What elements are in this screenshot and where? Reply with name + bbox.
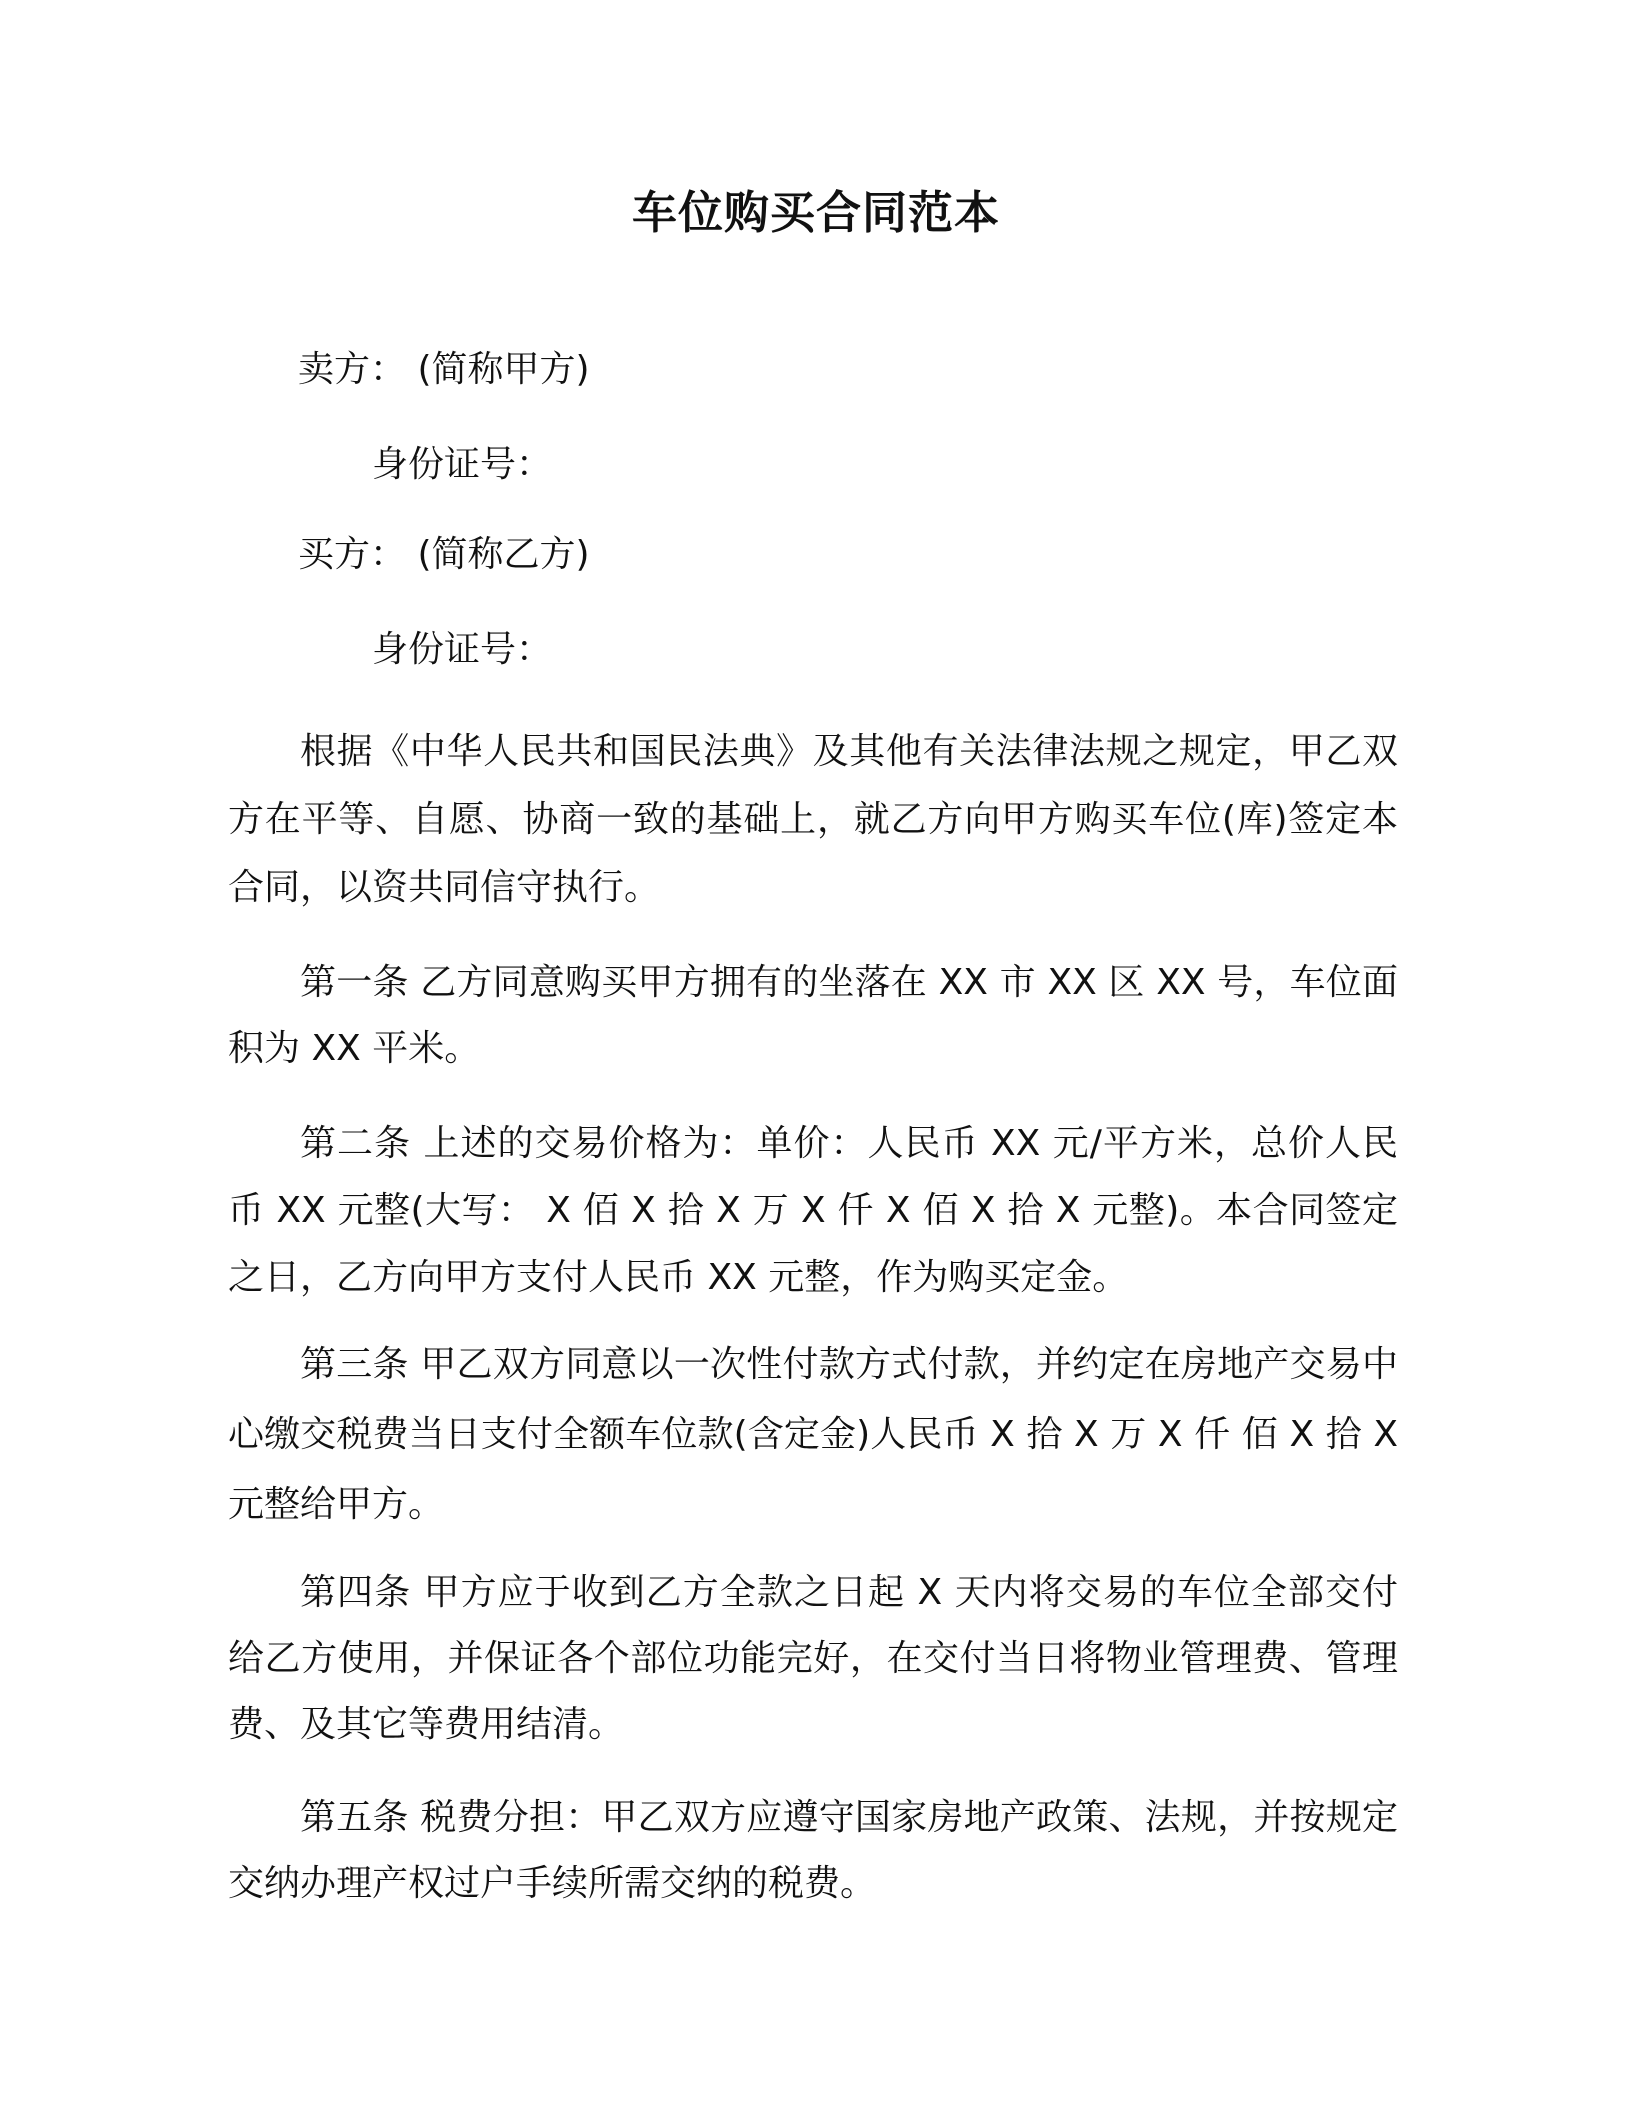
intro-paragraph: 根据《中华人民共和国民法典》及其他有关法律法规之规定，甲乙双方在平等、自愿、协商一致的基础上，就乙方向甲方购买车位(库)签定本合同，以资共同信守执行。	[228, 731, 1398, 908]
article-2: 第二条 上述的交易价格为：单价：人民币 XX 元/平方米，总价人民币 XX 元整(大写： X 佰 X 拾 X 万 X 仟 X 佰 X 拾 X 元整)。本合同签定之日，乙方向甲方支付人民币 XX 元整，作为购买定金。	[228, 1123, 1398, 1298]
article-5: 第五条 税费分担：甲乙双方应遵守国家房地产政策、法规，并按规定交纳办理产权过户手续所需交纳的税费。	[228, 1797, 1398, 1904]
article-1: 第一条 乙方同意购买甲方拥有的坐落在 XX 市 XX 区 XX 号，车位面积为 XX 平米。	[228, 962, 1398, 1069]
article-3: 第三条 甲乙双方同意以一次性付款方式付款，并约定在房地产交易中心缴交税费当日支付全额车位款(含定金)人民币 X 拾 X 万 X 仟 佰 X 拾 X 元整给甲方。	[228, 1344, 1398, 1525]
seller-label: 卖方： (简称甲方)	[298, 349, 590, 390]
buyer-label: 买方： (简称乙方)	[298, 534, 590, 575]
document-title: 车位购买合同范本	[631, 186, 1000, 239]
seller-id-label: 身份证号：	[372, 444, 553, 485]
buyer-id-label: 身份证号：	[372, 629, 553, 670]
article-4: 第四条 甲方应于收到乙方全款之日起 X 天内将交易的车位全部交付给乙方使用，并保证各个部位功能完好，在交付当日将物业管理费、管理费、及其它等费用结清。	[228, 1572, 1398, 1745]
